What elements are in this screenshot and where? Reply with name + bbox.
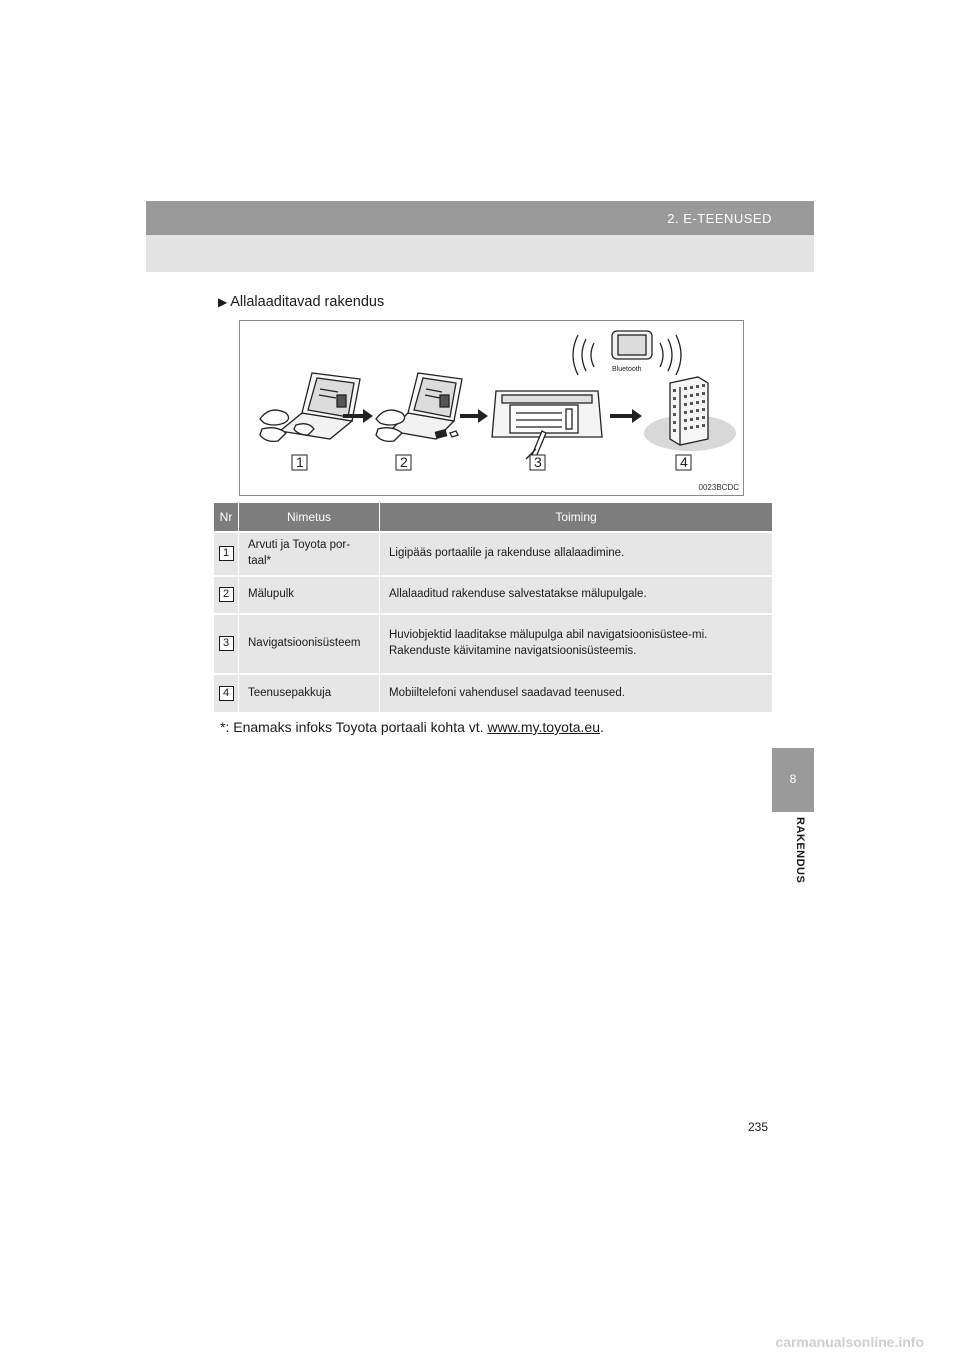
portal-link[interactable]: www.my.toyota.eu <box>487 719 600 735</box>
header-bar <box>146 201 814 235</box>
row-name: Teenusepakkuja <box>239 674 380 712</box>
table-row <box>214 576 772 614</box>
row-number: 3 <box>219 636 234 651</box>
laptop-hands-icon <box>260 373 360 441</box>
row-name: Navigatsioonisüsteem <box>239 614 380 674</box>
laptop-usb-icon <box>376 373 462 441</box>
phone-bluetooth-icon <box>573 331 681 375</box>
row-action: Mobiiltelefoni vahendusel saadavad teenused. <box>380 674 773 712</box>
chapter-tab <box>772 748 814 812</box>
header-nr: Nr <box>214 503 239 532</box>
row-number: 1 <box>219 546 234 561</box>
header-action: Toiming <box>380 503 773 532</box>
subheading <box>218 294 384 310</box>
header-name: Nimetus <box>239 503 380 532</box>
row-number: 4 <box>219 686 234 701</box>
row-name: Arvuti ja Toyota por-taal* <box>239 532 380 576</box>
row-action: Ligipääs portaalile ja rakenduse allalaadimine. <box>380 532 773 576</box>
figure-label-2: 2 <box>400 454 408 470</box>
arrow-right-icon <box>610 409 642 423</box>
arrow-right-icon <box>460 409 488 423</box>
footnote-text: *: Enamaks infoks Toyota portaali kohta vt. <box>220 719 488 735</box>
row-action: Allalaaditud rakenduse salvestatakse mälupulgale. <box>380 576 773 614</box>
chapter-number: 8 <box>789 772 797 786</box>
row-action-secondary: Rakenduste käivitamine navigatsioonisüsteemis. <box>389 645 637 657</box>
figure-label-4: 4 <box>680 454 688 470</box>
footnote <box>220 719 604 735</box>
figure-label-3: 3 <box>534 454 542 470</box>
subheading-text: Allalaaditavad rakendus <box>230 294 385 310</box>
chapter-name: RAKENDUS <box>794 817 806 884</box>
section-title: 2. E-TEENUSED <box>667 211 772 226</box>
row-number: 2 <box>219 587 234 602</box>
header-band <box>146 235 814 272</box>
bluetooth-label: Bluetooth <box>612 366 642 373</box>
row-name: Mälupulk <box>239 576 380 614</box>
building-icon <box>644 377 736 451</box>
triangle-marker-icon: ▶ <box>218 295 228 309</box>
components-table <box>214 503 772 712</box>
footnote-suffix: . <box>600 719 604 735</box>
table-row <box>214 614 772 674</box>
navigation-unit-icon <box>492 391 602 459</box>
table-header-row <box>214 503 772 532</box>
row-action: Huviobjektid laaditakse mälupulga abil navigatsioonisüstee-mi. <box>389 629 708 642</box>
watermark: carmanualsonline.info <box>775 1334 924 1350</box>
table-row <box>214 674 772 712</box>
table-row <box>214 532 772 576</box>
page-number: 235 <box>748 1120 769 1134</box>
figure-code: 0023BCDC <box>698 483 739 492</box>
figure-label-1: 1 <box>296 454 304 470</box>
download-process-figure <box>239 320 744 496</box>
